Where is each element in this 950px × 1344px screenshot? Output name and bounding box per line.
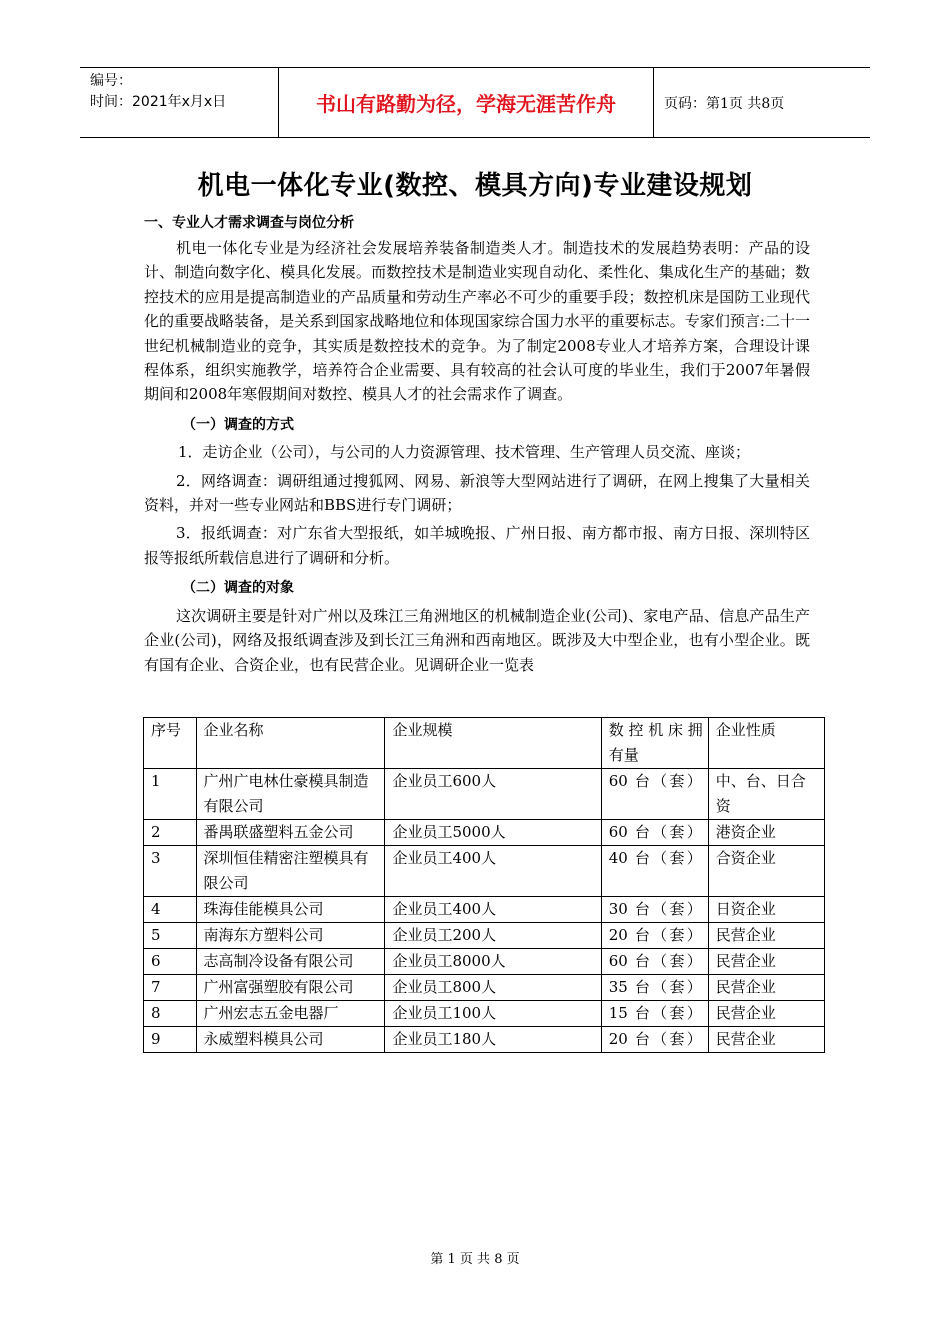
cell-number: 4: [144, 897, 197, 923]
document-time-label: 时间：2021年x月x日: [90, 94, 227, 110]
cell-machines: 20 台（套）: [601, 1027, 708, 1053]
cell-scale: 企业员工8000人: [385, 949, 601, 975]
cell-scale: 企业员工400人: [385, 897, 601, 923]
cell-number: 9: [144, 1027, 197, 1053]
cell-name: 广州宏志五金电器厂: [196, 1001, 385, 1027]
section-heading: 一、专业人才需求调查与岗位分析: [144, 215, 354, 231]
cell-name: 广州广电林仕豪模具制造有限公司: [196, 769, 385, 820]
cell-nature: 日资企业: [708, 897, 824, 923]
header-cell-scale: 企业规模: [385, 718, 601, 769]
cell-scale: 企业员工800人: [385, 975, 601, 1001]
cell-name: 志高制冷设备有限公司: [196, 949, 385, 975]
cell-machines: 60 台（套）: [601, 769, 708, 820]
cell-nature: 合资企业: [708, 846, 824, 897]
document-number-label: 编号：: [90, 73, 132, 89]
intro-paragraph: 机电一体化专业是为经济社会发展培养装备制造类人才。制造技术的发展趋势表明：产品的设计、制造向数字化、模具化发展。而数控技术是制造业实现自动化、柔性化、集成化生产的基础；数控技术的应用是提高制造业的产品质量和劳动生产率必不可少的重要手段；数控机床是国防工业现代化的重要战略装备，是关系到国家战略地位和体现国家综合国力水平的重要标志。专家们预言:二十一世纪机械制造业的竞争，其实质是数控技术的竞争。为了制定2008专业人才培养方案，合理设计课程体系，组织实施教学，培养符合企业需要、具有较高的社会认可度的毕业生，我们于2007年暑假期间和2008年寒假期间对数控、模具人才的社会需求作了调查。: [144, 239, 810, 404]
document-title: 机电一体化专业(数控、模具方向)专业建设规划: [197, 171, 753, 201]
header-cell-nature: 企业性质: [708, 718, 824, 769]
page-footer: 第 1 页 共 8 页: [430, 1252, 520, 1267]
cell-scale: 企业员工100人: [385, 1001, 601, 1027]
cell-nature: 民营企业: [708, 923, 824, 949]
cell-scale: 企业员工600人: [385, 769, 601, 820]
cell-nature: 民营企业: [708, 1027, 824, 1053]
header-page-info: 页码：第1页 共8页: [664, 95, 785, 112]
cell-machines: 15 台（套）: [601, 1001, 708, 1027]
subsection-heading-methods: （一）调查的方式: [182, 416, 294, 433]
cell-number: 1: [144, 769, 197, 820]
table-row: [144, 820, 825, 846]
cell-scale: 企业员工180人: [385, 1027, 601, 1053]
cell-machines: 30 台（套）: [601, 897, 708, 923]
header-cell-name: 企业名称: [196, 718, 385, 769]
objects-paragraph: 这次调研主要是针对广州以及珠江三角洲地区的机械制造企业(公司)、家电产品、信息产品生产企业(公司)，网络及报纸调查涉及到长江三角洲和西南地区。既涉及大中型企业，也有小型企业。既有国有企业、合资企业，也有民营企业。见调研企业一览表: [144, 606, 810, 674]
document-body: [144, 236, 810, 677]
cell-number: 2: [144, 820, 197, 846]
cell-scale: 企业员工400人: [385, 846, 601, 897]
cell-machines: 40 台（套）: [601, 846, 708, 897]
cell-scale: 企业员工200人: [385, 923, 601, 949]
header-cell-machines: 数 控 机 床 拥有量: [601, 718, 708, 769]
method-item-1: 1．走访企业（公司），与公司的人力资源管理、技术管理、生产管理人员交流、座谈；: [178, 443, 751, 462]
cell-name: 番禺联盛塑料五金公司: [196, 820, 385, 846]
cell-machines: 60 台（套）: [601, 949, 708, 975]
table-row: [144, 949, 825, 975]
cell-nature: 中、台、日合资: [708, 769, 824, 820]
table-row: [144, 1027, 825, 1053]
enterprise-table: [143, 717, 825, 1053]
method-item-2: 2．网络调查：调研组通过搜狐网、网易、新浪等大型网站进行了调研，在网上搜集了大量相关资料，并对一些专业网站和BBS进行专门调研；: [144, 471, 810, 515]
cell-name: 南海东方塑料公司: [196, 923, 385, 949]
cell-scale: 企业员工5000人: [385, 820, 601, 846]
cell-number: 8: [144, 1001, 197, 1027]
cell-nature: 民营企业: [708, 975, 824, 1001]
subsection-heading-objects: （二）调查的对象: [182, 580, 294, 597]
table-row: [144, 923, 825, 949]
header-cell-number: 序号: [144, 718, 197, 769]
cell-name: 广州富强塑胶有限公司: [196, 975, 385, 1001]
cell-number: 5: [144, 923, 197, 949]
cell-number: 6: [144, 949, 197, 975]
table-row: [144, 769, 825, 820]
header-motto: 书山有路勤为径，学海无涯苦作舟: [279, 68, 654, 137]
cell-name: 永威塑料模具公司: [196, 1027, 385, 1053]
cell-machines: 20 台（套）: [601, 923, 708, 949]
cell-machines: 35 台（套）: [601, 975, 708, 1001]
cell-machines: 60 台（套）: [601, 820, 708, 846]
cell-name: 珠海佳能模具公司: [196, 897, 385, 923]
method-item-3: 3．报纸调查：对广东省大型报纸，如羊城晚报、广州日报、南方都市报、南方日报、深圳特区报等报纸所载信息进行了调研和分析。: [144, 524, 810, 567]
table-row: [144, 897, 825, 923]
cell-number: 7: [144, 975, 197, 1001]
page-header: [80, 67, 870, 138]
cell-nature: 民营企业: [708, 1001, 824, 1027]
header-meta: [80, 68, 279, 137]
cell-nature: 民营企业: [708, 949, 824, 975]
table-row: [144, 1001, 825, 1027]
table-header-row: [144, 718, 825, 769]
table-row: [144, 846, 825, 897]
cell-name: 深圳恒佳精密注塑模具有限公司: [196, 846, 385, 897]
table-row: [144, 975, 825, 1001]
cell-nature: 港资企业: [708, 820, 824, 846]
cell-number: 3: [144, 846, 197, 897]
